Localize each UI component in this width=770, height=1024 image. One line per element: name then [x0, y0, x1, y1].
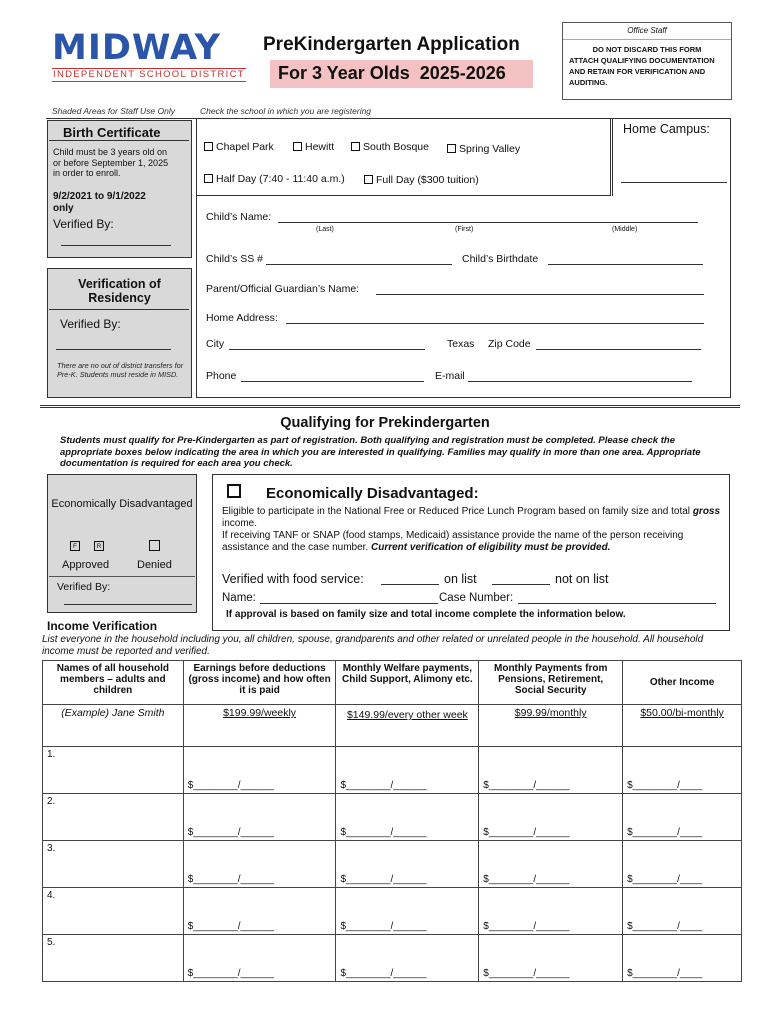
ss-label: Child’s SS # [206, 253, 264, 265]
other-cell[interactable]: $________/____ [623, 935, 742, 982]
welfare-cell[interactable]: $________/______ [336, 841, 479, 888]
other-cell[interactable]: $________/____ [623, 794, 742, 841]
half-day-option[interactable]: Half Day (7:40 - 11:40 a.m.) [204, 173, 345, 185]
income-title: Income Verification [47, 619, 158, 633]
birth-certificate-title: Birth Certificate [63, 125, 161, 140]
denied-checkbox[interactable] [149, 540, 160, 551]
col-earnings: Earnings before deductions (gross income) and how often it is paid [183, 661, 336, 705]
half-day-checkbox[interactable] [204, 174, 213, 183]
pensions-cell[interactable]: $________/______ [479, 794, 623, 841]
example-pensions: $99.99/monthly [479, 705, 623, 747]
phone-field[interactable] [241, 381, 424, 382]
earnings-cell[interactable]: $________/______ [183, 888, 336, 935]
econ-staff-rule [49, 576, 195, 577]
not-on-list-field[interactable] [492, 584, 550, 585]
zip-label: Zip Code [488, 338, 531, 350]
address-field[interactable] [286, 323, 704, 324]
col-pensions: Monthly Payments from Pensions, Retirement, Social Security [479, 661, 623, 705]
home-campus-box [612, 118, 731, 196]
residency-title: Verification of Residency [78, 277, 161, 305]
income-description: List everyone in the household including you, all children, spouse, grandparents and other related or unrelated people in the household. All household income must be reported and verified. [42, 634, 704, 657]
district-logo-subtitle: INDEPENDENT SCHOOL DISTRICT [53, 69, 245, 80]
city-label: City [206, 338, 225, 350]
food-service-label: Verified with food service: [222, 572, 364, 586]
form-subtitle [270, 60, 533, 88]
birth-date-range: 9/2/2021 to 9/1/2022 only [53, 191, 146, 214]
birthdate-label: Child’s Birthdate [462, 253, 539, 265]
chapel-park-checkbox[interactable] [204, 142, 213, 151]
econ-disadvantaged-title: Economically Disadvantaged: [266, 485, 479, 502]
earnings-cell[interactable]: $________/______ [183, 935, 336, 982]
staff-use-note: Shaded Areas for Staff Use Only [52, 106, 175, 116]
pensions-cell[interactable]: $________/______ [479, 888, 623, 935]
on-list-label: on list [444, 572, 477, 586]
pensions-cell[interactable]: $________/______ [479, 841, 623, 888]
child-name-field[interactable] [278, 222, 698, 223]
denied-label: Denied [137, 559, 172, 571]
row-number[interactable]: 3. [43, 841, 184, 888]
birth-verified-line[interactable] [61, 245, 171, 246]
case-number-label: Case Number: [439, 592, 514, 604]
school-option-south-bosque[interactable]: South Bosque [351, 141, 429, 153]
office-staff-box [562, 22, 732, 100]
office-staff-heading: Office Staff [563, 23, 731, 40]
other-cell[interactable]: $________/____ [623, 747, 742, 794]
birth-certificate-box [47, 120, 192, 258]
full-day-option[interactable]: Full Day ($300 tuition) [364, 174, 479, 186]
residency-verified-label: Verified By: [60, 317, 121, 331]
state-texas: Texas [447, 338, 475, 350]
district-logo: MIDWAY [52, 28, 222, 68]
hewitt-checkbox[interactable] [293, 142, 302, 151]
spring-valley-checkbox[interactable] [447, 144, 456, 153]
birth-title-rule [49, 140, 189, 141]
earnings-cell[interactable]: $________/______ [183, 841, 336, 888]
reduced-lunch-checkbox[interactable]: R [94, 541, 104, 551]
south-bosque-checkbox[interactable] [351, 142, 360, 151]
econ-verified-label: Verified By: [57, 581, 111, 593]
other-cell[interactable]: $________/____ [623, 888, 742, 935]
welfare-cell[interactable]: $________/______ [336, 888, 479, 935]
assist-name-field[interactable] [260, 603, 438, 604]
home-campus-label: Home Campus: [623, 122, 710, 136]
col-welfare: Monthly Welfare payments, Child Support, Alimony etc. [336, 661, 479, 705]
table-row [43, 841, 742, 888]
econ-verified-line[interactable] [64, 604, 192, 605]
income-table [42, 660, 742, 982]
city-field[interactable] [229, 349, 425, 350]
middle-name-caption: (Middle) [612, 226, 638, 233]
row-number[interactable]: 4. [43, 888, 184, 935]
phone-label: Phone [206, 370, 237, 382]
residency-title-rule [49, 309, 189, 310]
pensions-cell[interactable]: $________/______ [479, 935, 623, 982]
col-other-income: Other Income [623, 661, 742, 705]
row-number[interactable]: 1. [43, 747, 184, 794]
example-name: (Example) Jane Smith [43, 705, 184, 747]
section-divider [40, 405, 740, 408]
school-option-hewitt[interactable]: Hewitt [293, 141, 334, 153]
home-campus-line[interactable] [621, 182, 727, 183]
col-household-members: Names of all household members – adults and children [43, 661, 184, 705]
residency-verified-line[interactable] [56, 349, 171, 350]
pensions-cell[interactable]: $________/______ [479, 747, 623, 794]
row-number[interactable]: 5. [43, 935, 184, 982]
age-label: For 3 Year Olds [278, 63, 410, 83]
birth-requirement: Child must be 3 years old on or before September 1, 2025 in order to enroll. [53, 147, 169, 178]
office-line-2: ATTACH QUALIFYING DOCUMENTATION AND RETAIN FOR VERIFICATION AND AUDITING. [569, 56, 715, 87]
guardian-label: Parent/Official Guardian’s Name: [206, 283, 360, 295]
check-school-note: Check the school in which you are registering [200, 106, 372, 116]
not-on-list-label: not on list [555, 572, 609, 586]
econ-disadvantaged-checkbox[interactable] [227, 484, 241, 498]
birth-verified-label: Verified By: [53, 217, 114, 231]
office-line-1: DO NOT DISCARD THIS FORM [592, 45, 702, 54]
child-name-label: Child’s Name: [206, 211, 272, 223]
form-title: PreKindergarten Application [263, 34, 520, 55]
table-row [43, 747, 742, 794]
email-label: E-mail [435, 370, 465, 382]
school-option-spring-valley[interactable]: Spring Valley [447, 143, 520, 155]
first-name-caption: (First) [455, 226, 474, 233]
other-cell[interactable]: $________/____ [623, 841, 742, 888]
approved-label: Approved [62, 559, 110, 571]
table-row [43, 935, 742, 982]
case-number-field[interactable] [518, 603, 716, 604]
last-name-caption: (Last) [316, 226, 334, 233]
income-example-row [43, 705, 742, 747]
full-day-checkbox[interactable] [364, 175, 373, 184]
zip-field[interactable] [536, 349, 701, 350]
earnings-cell[interactable]: $________/______ [183, 747, 336, 794]
school-year: 2025-2026 [419, 63, 506, 83]
school-option-chapel-park[interactable]: Chapel Park [204, 141, 274, 153]
residency-note: There are no out of district transfers for Pre-K. Students must reside in MISD. [57, 361, 184, 379]
econ-eligibility-text: Eligible to participate in the National Free or Reduced Price Lunch Program based on family size and total gross income. [222, 506, 721, 529]
address-label: Home Address: [206, 312, 278, 324]
approval-note: If approval is based on family size and total income complete the information below. [226, 609, 626, 620]
qualifying-intro: Students must qualify for Pre-Kindergarten as part of registration. Both qualifying and registration must be completed. Please check the appropriate boxes below indicating the area in which you are interested in qualifying. Families may qualify in more than one area. Appropriate documentation is required for each area you check. [60, 435, 701, 469]
row-number[interactable]: 2. [43, 794, 184, 841]
income-table-header [43, 661, 742, 705]
residency-box [47, 268, 192, 398]
econ-staff-box [47, 474, 197, 613]
earnings-cell[interactable]: $________/______ [183, 794, 336, 841]
guardian-field[interactable] [376, 294, 704, 295]
welfare-cell[interactable]: $________/______ [336, 794, 479, 841]
assist-name-label: Name: [222, 592, 256, 604]
free-lunch-checkbox[interactable]: F [70, 541, 80, 551]
welfare-cell[interactable]: $________/______ [336, 747, 479, 794]
econ-staff-title: Economically Disadvantaged [51, 498, 193, 510]
welfare-cell[interactable]: $________/______ [336, 935, 479, 982]
example-welfare: $149.99/every other week [336, 705, 479, 747]
econ-tanf-text: If receiving TANF or SNAP (food stamps, Medicaid) assistance provide the name of the person receiving assistance and the case number. Current verification of eligibility must be provided. [222, 530, 684, 553]
qualifying-title: Qualifying for Prekindergarten [280, 415, 490, 431]
table-row [43, 794, 742, 841]
example-earnings: $199.99/weekly [183, 705, 336, 747]
birthdate-field[interactable] [548, 264, 703, 265]
ss-field[interactable] [266, 264, 452, 265]
table-row [43, 888, 742, 935]
on-list-field[interactable] [381, 584, 439, 585]
example-other: $50.00/bi-monthly [623, 705, 742, 747]
email-field[interactable] [468, 381, 692, 382]
